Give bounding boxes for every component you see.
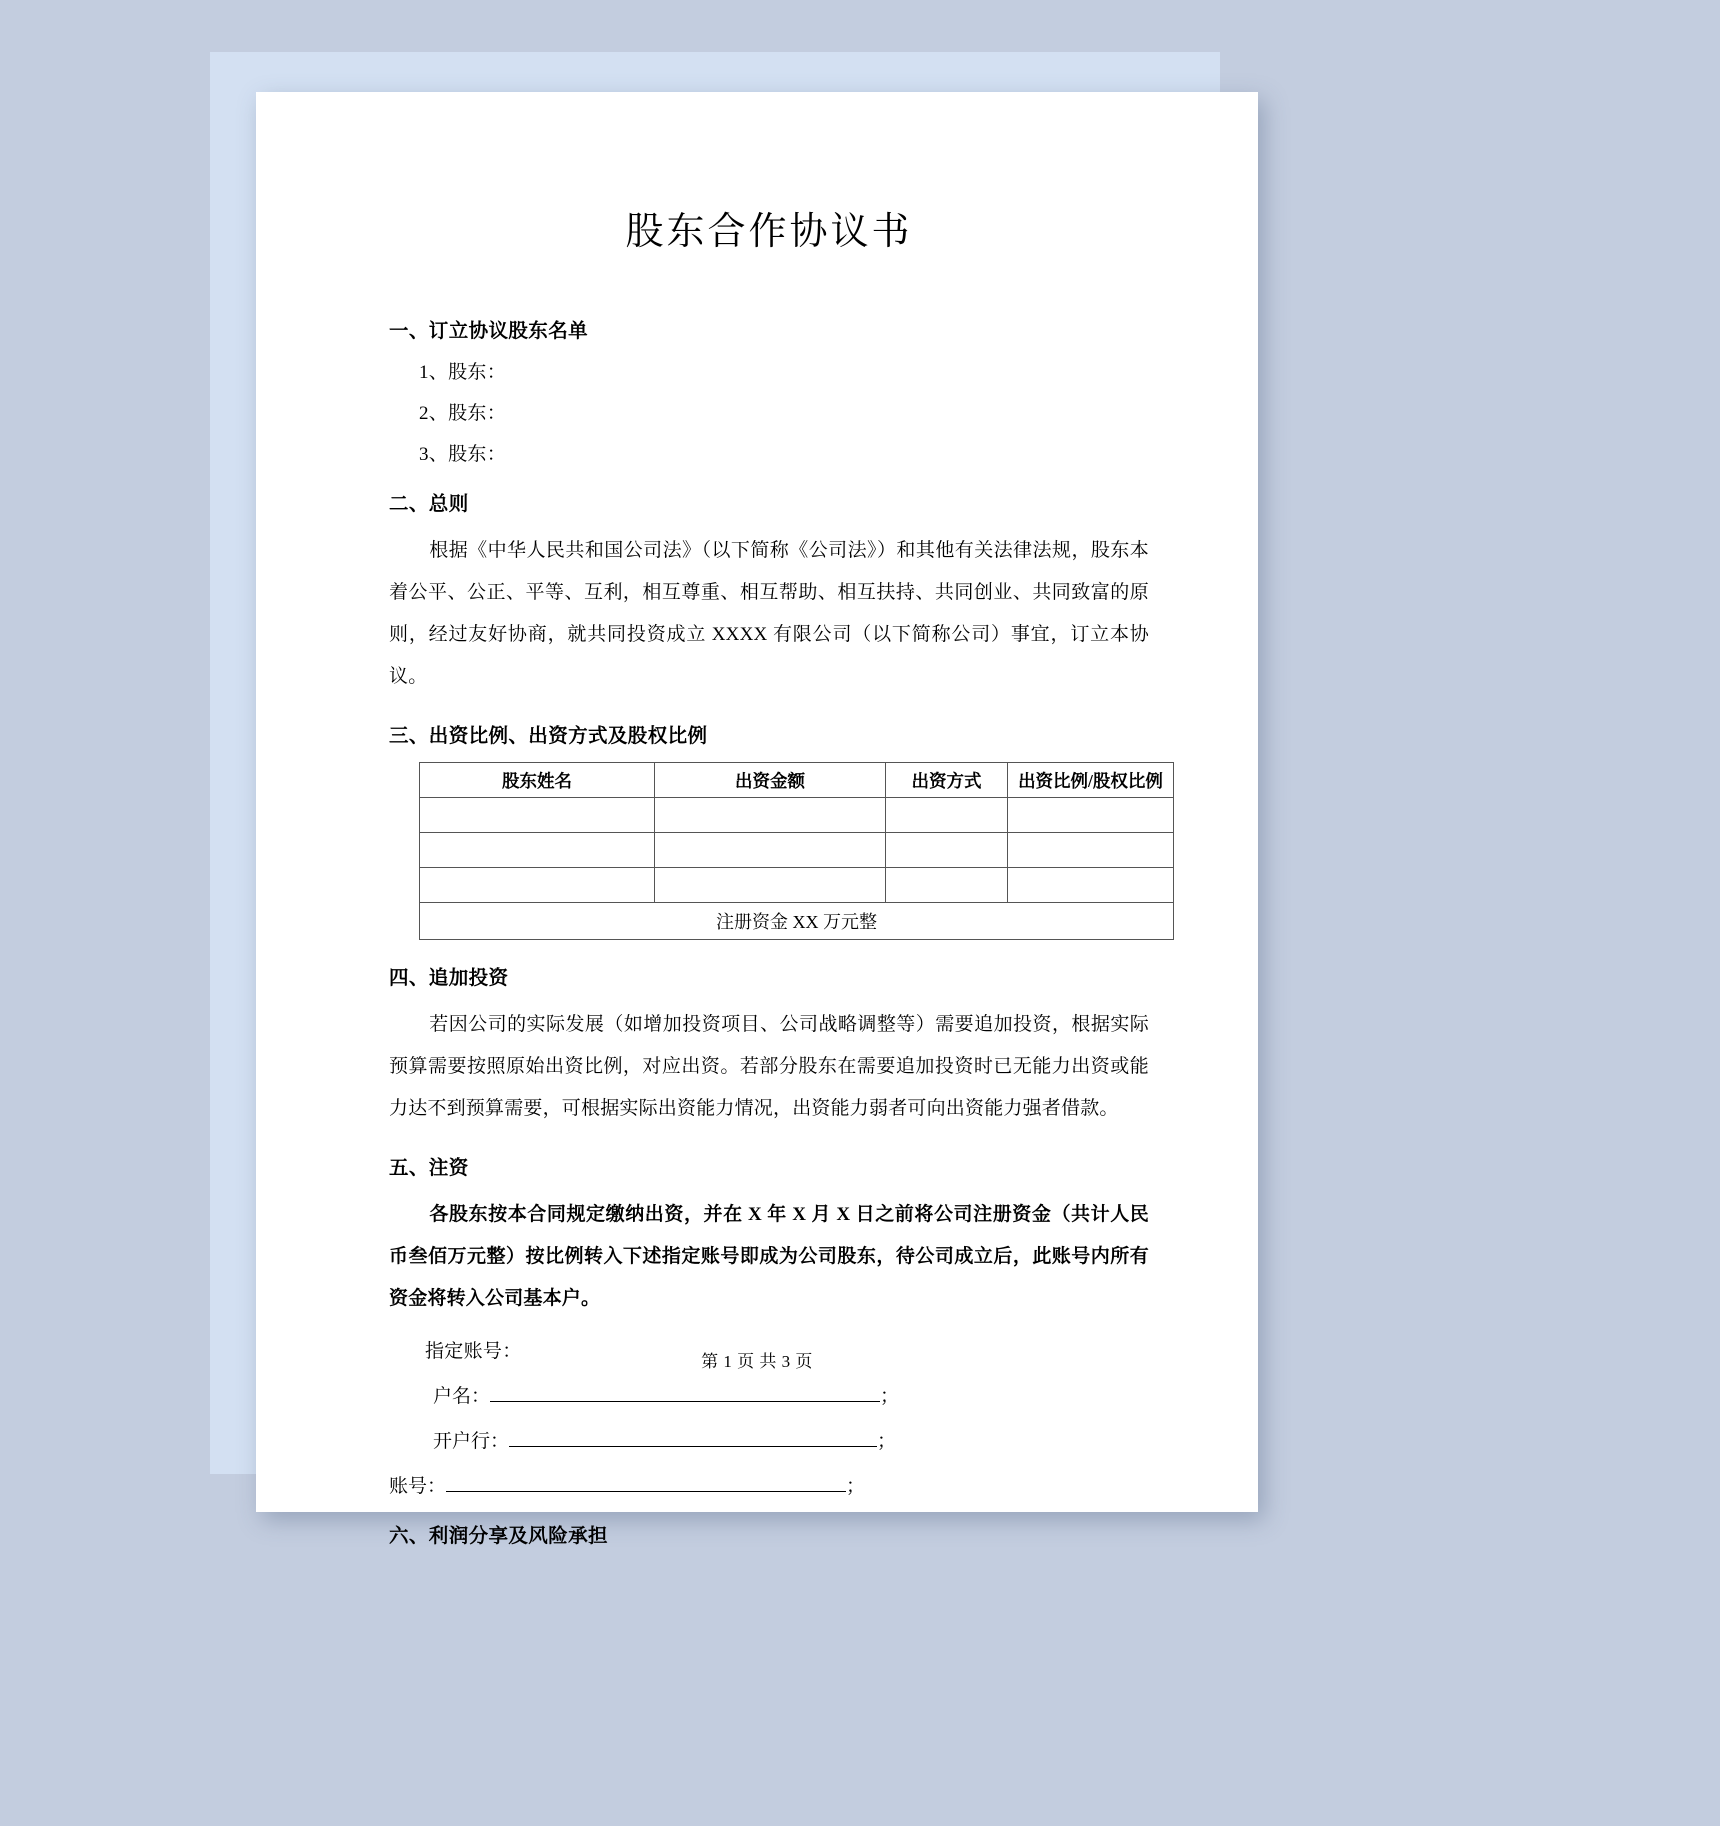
section-5-paragraph (389, 1194, 1149, 1320)
table-cell[interactable] (655, 868, 886, 903)
bank-branch-terminator: ； (877, 1431, 897, 1452)
account-holder-terminator: ； (880, 1386, 900, 1407)
table-header-contribution-ratio: 出资比例/股权比例 (1008, 763, 1174, 798)
account-number-field (389, 1471, 1149, 1498)
bank-branch-label: 开户行： (433, 1431, 510, 1452)
table-cell[interactable] (420, 833, 655, 868)
section-4-paragraph-text: 若因公司的实际发展（如增加投资项目、公司战略调整等）需要追加投资，根据实际预算需要按照原始出资比例，对应出资。若部分股东在需要追加投资时已无能力出资或能力达不到预算需要，可根据实际出资能力情况，出资能力弱者可向出资能力强者借款。 (389, 1014, 1149, 1119)
table-cell[interactable] (655, 833, 886, 868)
account-holder-label: 户名： (433, 1386, 491, 1407)
section-heading-4: 四、追加投资 (389, 968, 509, 989)
shareholder-item-3: 3、股东： (419, 444, 507, 465)
section-2-paragraph-text: 根据《中华人民共和国公司法》（以下简称《公司法》）和其他有关法律法规，股东本着公平、公正、平等、互利，相互尊重、相互帮助、相互扶持、共同创业、共同致富的原则，经过友好协商，就共同投资成立 XXXX 有限公司（以下简称公司）事宜，订立本协议。 (389, 540, 1149, 687)
table-header-contribution-amount: 出资金额 (655, 763, 886, 798)
table-cell[interactable] (886, 798, 1008, 833)
bank-branch-input[interactable] (509, 1428, 877, 1447)
table-footer-row (420, 903, 1174, 940)
section-heading-6: 六、利润分享及风险承担 (389, 1526, 608, 1547)
table-cell[interactable] (886, 833, 1008, 868)
section-5-paragraph-text: 各股东按本合同规定缴纳出资，并在 X 年 X 月 X 日之前将公司注册资金（共计人民币叁佰万元整）按比例转入下述指定账号即成为公司股东，待公司成立后，此账号内所有资金将转入公司基本户。 (389, 1204, 1149, 1309)
table-header-contribution-method: 出资方式 (886, 763, 1008, 798)
shareholder-item-2: 2、股东： (419, 403, 507, 424)
table-cell[interactable] (420, 868, 655, 903)
table-header-shareholder-name: 股东姓名 (420, 763, 655, 798)
account-number-input[interactable] (446, 1473, 846, 1492)
section-2-paragraph (389, 530, 1149, 698)
table-cell[interactable] (420, 798, 655, 833)
page-footer: 第 1 页 共 3 页 (701, 1352, 813, 1371)
capital-contribution-table (419, 762, 1174, 940)
table-cell[interactable] (1008, 868, 1174, 903)
section-heading-2: 二、总则 (389, 494, 469, 515)
account-holder-field (433, 1381, 1149, 1408)
account-number-terminator: ； (846, 1476, 866, 1497)
page-title: 股东合作协议书 (625, 211, 913, 253)
section-heading-3: 三、出资比例、出资方式及股权比例 (389, 726, 708, 747)
table-cell[interactable] (886, 868, 1008, 903)
section-4-paragraph (389, 1004, 1149, 1130)
table-cell[interactable] (1008, 833, 1174, 868)
table-row (420, 798, 1174, 833)
table-header-row (420, 763, 1174, 798)
section-heading-5: 五、注资 (389, 1158, 469, 1179)
registered-capital-cell: 注册资金 XX 万元整 (420, 903, 1174, 940)
table-row (420, 833, 1174, 868)
account-holder-input[interactable] (490, 1383, 880, 1402)
table-cell[interactable] (1008, 798, 1174, 833)
table-row (420, 868, 1174, 903)
designated-account-label: 指定账号： (425, 1341, 522, 1362)
shareholder-item-1: 1、股东： (419, 362, 507, 383)
section-heading-1: 一、订立协议股东名单 (389, 321, 589, 342)
document-page-inner (256, 92, 1258, 1547)
table-cell[interactable] (655, 798, 886, 833)
account-number-label: 账号： (389, 1476, 447, 1497)
document-page (256, 92, 1258, 1547)
bank-branch-field (433, 1426, 1149, 1453)
